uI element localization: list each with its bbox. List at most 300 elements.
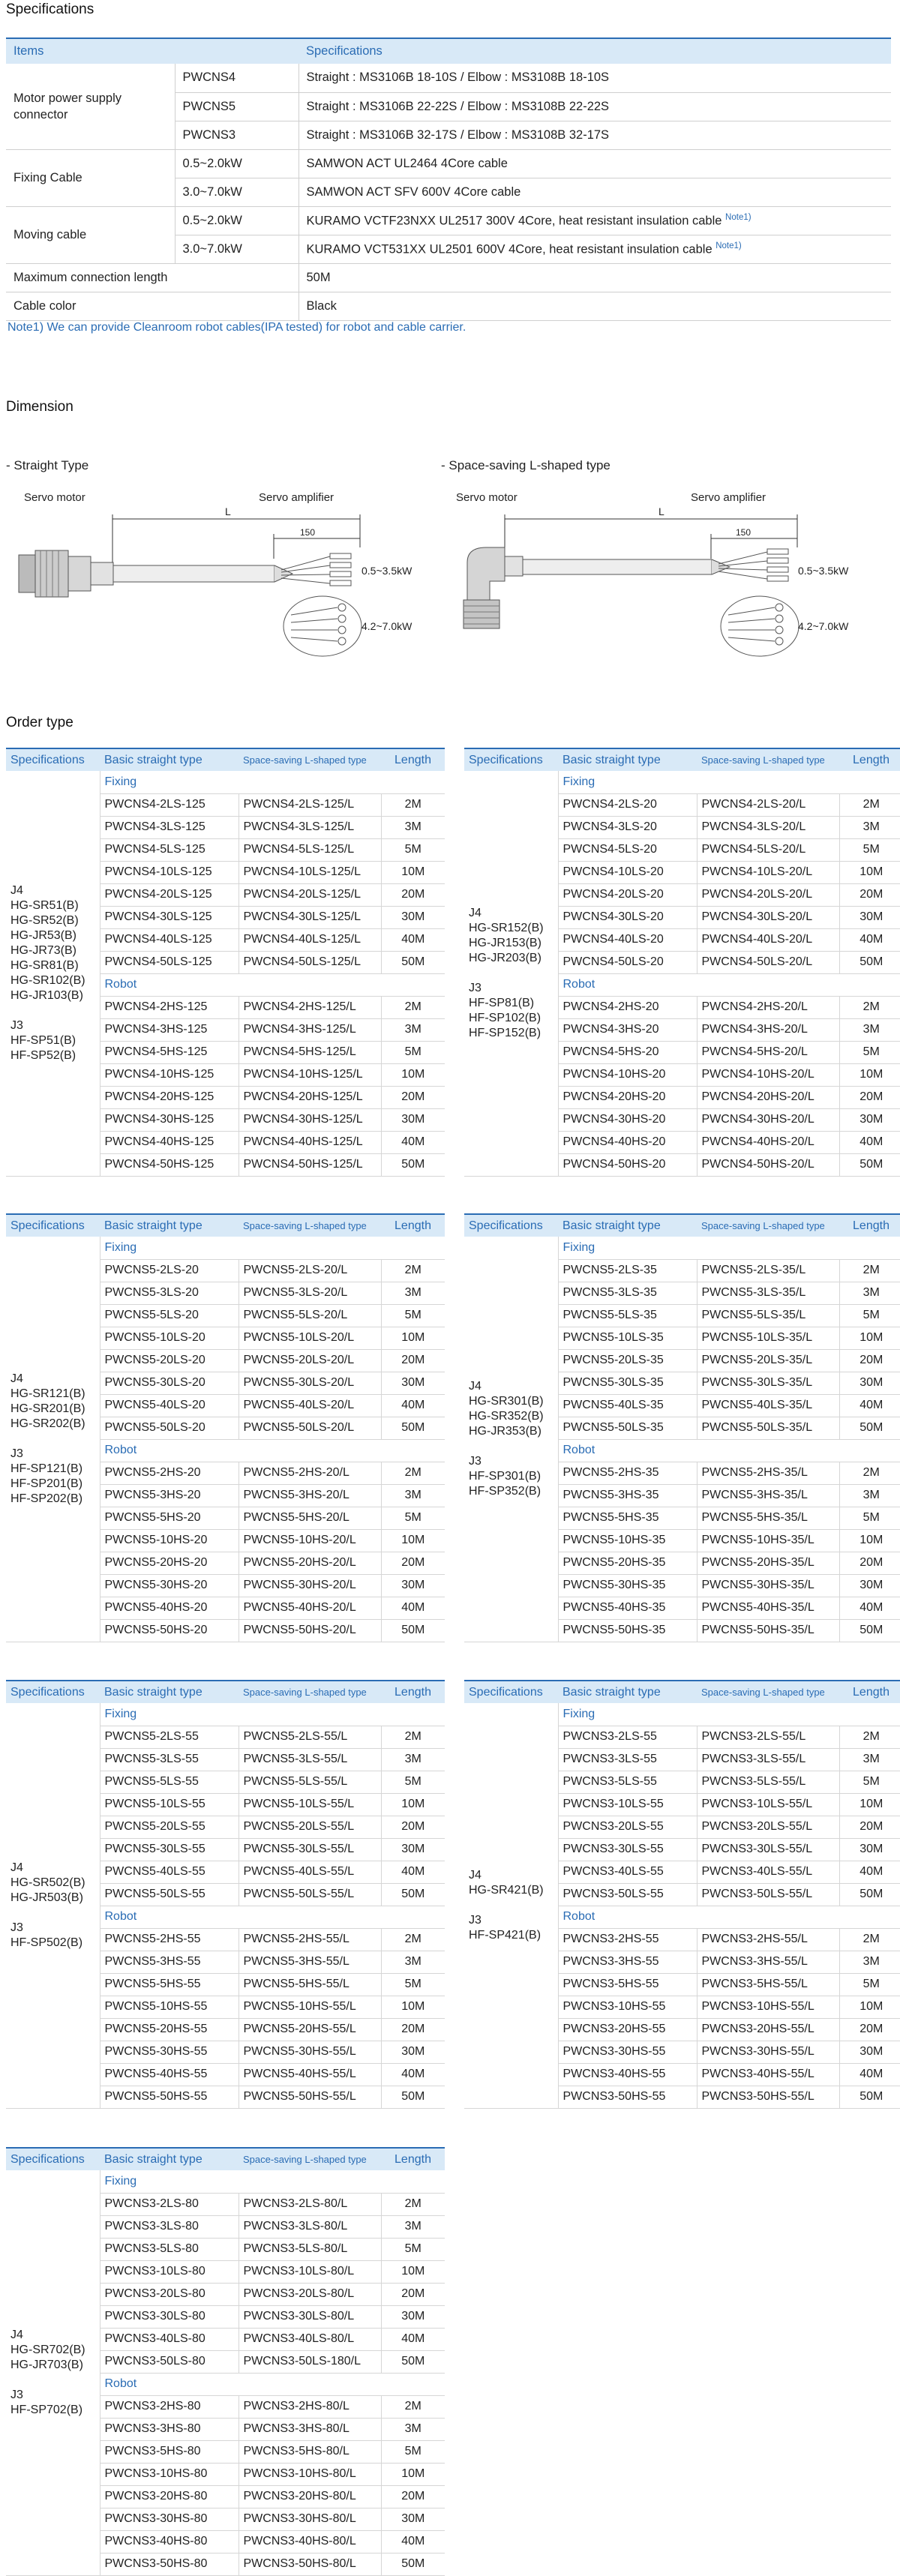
range-low-label: 0.5~3.5kW (798, 565, 849, 577)
lshape-model: PWCNS5-3HS-20/L (238, 1484, 381, 1507)
length-value: 40M (381, 2530, 445, 2553)
lshape-model: PWCNS5-2LS-20/L (238, 1259, 381, 1282)
length-value: 50M (381, 1153, 445, 1176)
order-table (6, 748, 445, 1177)
length-value: 10M (839, 1529, 900, 1552)
basic-straight-model: PWCNS4-10HS-20 (558, 1063, 697, 1086)
lshape-model: PWCNS5-20LS-35/L (697, 1349, 839, 1372)
robot-label: Robot (558, 973, 900, 996)
basic-straight-model: PWCNS5-40LS-55 (100, 1861, 238, 1883)
lshape-model: PWCNS5-2HS-35/L (697, 1462, 839, 1484)
basic-straight-model: PWCNS3-30HS-80 (100, 2508, 238, 2530)
lshape-model: PWCNS5-20LS-20/L (238, 1349, 381, 1372)
length-value: 20M (381, 2018, 445, 2041)
basic-straight-model: PWCNS5-3HS-55 (100, 1951, 238, 1973)
basic-straight-model: PWCNS5-10HS-20 (100, 1529, 238, 1552)
spec-model-line: HG-SR201(B) (10, 1402, 86, 1415)
spec-model-line: HG-SR51(B) (10, 898, 79, 912)
basic-straight-model: PWCNS5-50LS-55 (100, 1883, 238, 1906)
lshape-model: PWCNS5-5LS-55/L (238, 1771, 381, 1793)
spec-model-line: HF-SP202(B) (10, 1492, 83, 1505)
dimension-heading: Dimension (6, 399, 74, 415)
motor-spec: Straight : MS3106B 32-17S / Elbow : MS3108B 32-17S (298, 121, 891, 149)
basic-straight-model: PWCNS4-40LS-125 (100, 928, 238, 951)
basic-straight-model: PWCNS5-40HS-55 (100, 2063, 238, 2086)
lshape-model: PWCNS3-40LS-80/L (238, 2328, 381, 2350)
lshape-model: PWCNS3-3LS-55/L (697, 1748, 839, 1771)
lshape-model: PWCNS5-30HS-35/L (697, 1574, 839, 1597)
spec-model-line: HG-JR203(B) (469, 951, 542, 964)
moving-spec-text: KURAMO VCT531XX UL2501 600V 4Core, heat resistant insulation cable (306, 242, 712, 256)
spec-model-line: HF-SP152(B) (469, 1026, 542, 1039)
basic-straight-model: PWCNS3-5HS-55 (558, 1973, 697, 1996)
basic-straight-model: PWCNS5-2LS-35 (558, 1259, 697, 1282)
col-lshape: Space-saving L-shaped type (238, 1214, 381, 1237)
length-value: 3M (381, 1951, 445, 1973)
spec-model-line: HF-SP502(B) (10, 1936, 83, 1949)
basic-straight-model: PWCNS5-20LS-35 (558, 1349, 697, 1372)
basic-straight-model: PWCNS5-10LS-35 (558, 1327, 697, 1349)
lshape-model: PWCNS5-10LS-35/L (697, 1327, 839, 1349)
col-length: Length (381, 1681, 445, 1703)
length-value: 30M (839, 906, 900, 928)
lshape-model: PWCNS3-50HS-80/L (238, 2553, 381, 2575)
lshape-model: PWCNS5-20HS-55/L (238, 2018, 381, 2041)
max-length-value: 50M (298, 263, 891, 292)
length-value: 2M (381, 2193, 445, 2215)
length-value: 30M (381, 1108, 445, 1131)
spec-model-line: HG-JR503(B) (10, 1891, 83, 1904)
basic-straight-model: PWCNS4-5HS-20 (558, 1041, 697, 1063)
lshape-model: PWCNS4-40HS-125/L (238, 1131, 381, 1153)
lshape-model: PWCNS3-2HS-80/L (238, 2395, 381, 2418)
basic-straight-model: PWCNS5-40HS-20 (100, 1597, 238, 1619)
length-value: 50M (381, 1619, 445, 1642)
basic-straight-model: PWCNS3-40HS-55 (558, 2063, 697, 2086)
basic-straight-model: PWCNS5-5LS-55 (100, 1771, 238, 1793)
length-value: 20M (839, 1816, 900, 1838)
lshape-model: PWCNS4-20HS-125/L (238, 1086, 381, 1108)
basic-straight-model: PWCNS5-3LS-35 (558, 1282, 697, 1304)
length-value: 10M (839, 1063, 900, 1086)
lshape-model: PWCNS3-2HS-55/L (697, 1928, 839, 1951)
basic-straight-model: PWCNS5-10LS-20 (100, 1327, 238, 1349)
spec-models (6, 2170, 100, 2575)
length-value: 40M (381, 1131, 445, 1153)
motor-spec: Straight : MS3106B 18-10S / Elbow : MS3108B 18-10S (298, 64, 891, 92)
basic-straight-model: PWCNS4-30LS-20 (558, 906, 697, 928)
lshape-type-diagram (448, 487, 868, 682)
basic-straight-model: PWCNS4-30HS-125 (100, 1108, 238, 1131)
lshape-model: PWCNS5-50LS-20/L (238, 1417, 381, 1439)
spec-model-line: HG-JR103(B) (10, 988, 83, 1002)
basic-straight-model: PWCNS3-10LS-80 (100, 2260, 238, 2283)
basic-straight-model: PWCNS5-5LS-35 (558, 1304, 697, 1327)
lshape-model: PWCNS4-2LS-125/L (238, 793, 381, 816)
length-value: 2M (381, 1726, 445, 1748)
length-value: 30M (839, 2041, 900, 2063)
lshape-model: PWCNS5-30LS-35/L (697, 1372, 839, 1394)
motor-spec: Straight : MS3106B 22-22S / Elbow : MS3108B 22-22S (298, 92, 891, 121)
basic-straight-model: PWCNS4-3LS-125 (100, 816, 238, 838)
length-value: 10M (381, 1793, 445, 1816)
lshape-model: PWCNS5-3HS-35/L (697, 1484, 839, 1507)
spec-model-line: HG-JR73(B) (10, 943, 77, 957)
robot-label: Robot (100, 1439, 445, 1462)
basic-straight-model: PWCNS4-3LS-20 (558, 816, 697, 838)
basic-straight-model: PWCNS4-3HS-20 (558, 1018, 697, 1041)
length-value: 30M (381, 1838, 445, 1861)
lshape-model: PWCNS5-50LS-55/L (238, 1883, 381, 1906)
length-value: 5M (839, 1973, 900, 1996)
lshape-model: PWCNS4-30HS-20/L (697, 1108, 839, 1131)
basic-straight-model: PWCNS3-5HS-80 (100, 2440, 238, 2463)
lshape-model: PWCNS4-10HS-20/L (697, 1063, 839, 1086)
fixing-group-row (6, 1703, 445, 1726)
basic-straight-model: PWCNS5-2LS-55 (100, 1726, 238, 1748)
servo-amplifier-label: Servo amplifier (259, 491, 334, 504)
spec-model-line: HG-SR81(B) (10, 958, 79, 972)
basic-straight-model: PWCNS5-5LS-20 (100, 1304, 238, 1327)
basic-straight-model: PWCNS3-5LS-80 (100, 2238, 238, 2260)
fixing-label: Fixing (100, 1237, 445, 1259)
col-specifications: Specifications (6, 1214, 100, 1237)
lshape-model: PWCNS3-5HS-80/L (238, 2440, 381, 2463)
lshape-model: PWCNS5-50HS-55/L (238, 2086, 381, 2108)
spec-model-line: HG-SR202(B) (10, 1417, 86, 1430)
length-value: 50M (839, 2086, 900, 2108)
col-basic-straight: Basic straight type (100, 2148, 238, 2170)
spec-model-line: J3 (469, 1913, 482, 1927)
basic-straight-model: PWCNS4-2LS-125 (100, 793, 238, 816)
lshape-model: PWCNS3-3HS-55/L (697, 1951, 839, 1973)
lshape-model: PWCNS3-20LS-80/L (238, 2283, 381, 2305)
col-specifications: Specifications (6, 1681, 100, 1703)
basic-straight-model: PWCNS5-10HS-55 (100, 1996, 238, 2018)
basic-straight-model: PWCNS4-30LS-125 (100, 906, 238, 928)
spec-model-line: J4 (10, 1372, 23, 1385)
length-value: 20M (839, 1349, 900, 1372)
length-value: 50M (839, 1153, 900, 1176)
length-value: 40M (381, 1597, 445, 1619)
basic-straight-model: PWCNS5-30LS-35 (558, 1372, 697, 1394)
basic-straight-model: PWCNS5-3HS-20 (100, 1484, 238, 1507)
basic-straight-model: PWCNS5-3LS-55 (100, 1748, 238, 1771)
basic-straight-model: PWCNS5-40LS-20 (100, 1394, 238, 1417)
basic-straight-model: PWCNS3-50LS-80 (100, 2350, 238, 2373)
fixing-label: Fixing (558, 1237, 900, 1259)
fixing-label: Fixing (100, 771, 445, 793)
length-value: 30M (381, 2508, 445, 2530)
lshape-model: PWCNS3-40HS-55/L (697, 2063, 839, 2086)
lshape-model: PWCNS3-2LS-80/L (238, 2193, 381, 2215)
basic-straight-model: PWCNS3-40LS-80 (100, 2328, 238, 2350)
basic-straight-model: PWCNS5-5HS-20 (100, 1507, 238, 1529)
lshape-model: PWCNS4-10LS-20/L (697, 861, 839, 883)
lshape-model: PWCNS4-30HS-125/L (238, 1108, 381, 1131)
basic-straight-model: PWCNS4-3HS-125 (100, 1018, 238, 1041)
lshape-model: PWCNS5-3LS-35/L (697, 1282, 839, 1304)
basic-straight-model: PWCNS3-2LS-55 (558, 1726, 697, 1748)
length-value: 40M (381, 1861, 445, 1883)
servo-motor-label: Servo motor (456, 491, 518, 504)
basic-straight-model: PWCNS5-3LS-20 (100, 1282, 238, 1304)
basic-straight-model: PWCNS5-50HS-55 (100, 2086, 238, 2108)
fixing-range: 0.5~2.0kW (175, 149, 298, 178)
basic-straight-model: PWCNS3-20LS-55 (558, 1816, 697, 1838)
col-lshape: Space-saving L-shaped type (697, 1681, 839, 1703)
range-high-label: 4.2~7.0kW (362, 620, 412, 632)
lshape-model: PWCNS3-30LS-80/L (238, 2305, 381, 2328)
lshape-model: PWCNS4-50LS-20/L (697, 951, 839, 973)
basic-straight-model: PWCNS4-50HS-20 (558, 1153, 697, 1176)
range-low-label: 0.5~3.5kW (362, 565, 412, 577)
spec-model-line: HF-SP301(B) (469, 1469, 542, 1483)
basic-straight-model: PWCNS3-20HS-80 (100, 2485, 238, 2508)
col-specifications: Specifications (464, 1681, 558, 1703)
lshape-model: PWCNS4-10LS-125/L (238, 861, 381, 883)
moving-cable-label: Moving cable (6, 206, 175, 263)
lshape-model: PWCNS5-40HS-55/L (238, 2063, 381, 2086)
length-value: 40M (839, 1394, 900, 1417)
spec-models (6, 1237, 100, 1642)
basic-straight-model: PWCNS5-40HS-35 (558, 1597, 697, 1619)
basic-straight-model: PWCNS3-5LS-55 (558, 1771, 697, 1793)
cable-color-value: Black (298, 292, 891, 320)
length-value: 40M (839, 1131, 900, 1153)
length-value: 50M (381, 2086, 445, 2108)
length-value: 30M (839, 1574, 900, 1597)
length-value: 10M (381, 1063, 445, 1086)
length-value: 10M (381, 2463, 445, 2485)
fixing-label: Fixing (558, 1703, 900, 1726)
basic-straight-model: PWCNS4-5HS-125 (100, 1041, 238, 1063)
length-value: 5M (381, 2440, 445, 2463)
specifications-heading: Specifications (6, 1, 94, 17)
length-value: 20M (381, 1552, 445, 1574)
lshape-model: PWCNS3-40HS-80/L (238, 2530, 381, 2553)
order-table (464, 748, 900, 1177)
basic-straight-model: PWCNS5-5HS-55 (100, 1973, 238, 1996)
fixing-label: Fixing (558, 771, 900, 793)
length-value: 30M (381, 1372, 445, 1394)
lshape-model: PWCNS5-20HS-20/L (238, 1552, 381, 1574)
lshape-model: PWCNS4-30LS-20/L (697, 906, 839, 928)
length-value: 10M (381, 1996, 445, 2018)
spec-model-line: HF-SP352(B) (469, 1484, 542, 1498)
basic-straight-model: PWCNS5-40LS-35 (558, 1394, 697, 1417)
lshape-model: PWCNS4-3HS-20/L (697, 1018, 839, 1041)
spec-model-line: J3 (10, 2388, 23, 2401)
spec-model-line: HG-SR152(B) (469, 921, 544, 934)
length-value: 5M (381, 838, 445, 861)
basic-straight-model: PWCNS4-40HS-125 (100, 1131, 238, 1153)
col-specifications: Specifications (464, 748, 558, 771)
robot-label: Robot (558, 1439, 900, 1462)
spec-model-line: J4 (10, 1861, 23, 1874)
lshape-model: PWCNS4-3LS-20/L (697, 816, 839, 838)
lshape-model: PWCNS5-2HS-55/L (238, 1928, 381, 1951)
col-length: Length (381, 2148, 445, 2170)
moving-spec (298, 206, 891, 235)
lshape-model: PWCNS4-5LS-125/L (238, 838, 381, 861)
order-table (464, 1680, 900, 2109)
basic-straight-model: PWCNS4-40LS-20 (558, 928, 697, 951)
order-table (6, 1680, 445, 2109)
basic-straight-model: PWCNS3-30LS-80 (100, 2305, 238, 2328)
spec-spacer (10, 1906, 95, 1921)
lshape-model: PWCNS4-30LS-125/L (238, 906, 381, 928)
spec-spacer (10, 2373, 95, 2388)
col-lshape: Space-saving L-shaped type (697, 748, 839, 771)
fixing-group-row (6, 2170, 445, 2193)
length-value: 10M (839, 1327, 900, 1349)
col-length: Length (381, 1214, 445, 1237)
lshape-model: PWCNS3-20HS-80/L (238, 2485, 381, 2508)
servo-motor-label: Servo motor (24, 491, 86, 504)
lshape-model: PWCNS3-10LS-55/L (697, 1793, 839, 1816)
motor-model: PWCNS3 (175, 121, 298, 149)
basic-straight-model: PWCNS5-20HS-55 (100, 2018, 238, 2041)
length-value: 40M (381, 2063, 445, 2086)
length-value: 20M (839, 1552, 900, 1574)
basic-straight-model: PWCNS3-2LS-80 (100, 2193, 238, 2215)
lshape-model: PWCNS3-5LS-80/L (238, 2238, 381, 2260)
spec-model-line: HG-SR702(B) (10, 2343, 86, 2356)
max-length-label: Maximum connection length (6, 263, 298, 292)
basic-straight-model: PWCNS5-20LS-55 (100, 1816, 238, 1838)
dimension-150-label: 150 (300, 527, 316, 538)
basic-straight-model: PWCNS4-20HS-125 (100, 1086, 238, 1108)
lshape-model: PWCNS4-40LS-20/L (697, 928, 839, 951)
lshape-model: PWCNS3-10HS-80/L (238, 2463, 381, 2485)
length-value: 40M (381, 928, 445, 951)
length-value: 30M (381, 1574, 445, 1597)
specs-header: Specifications (298, 38, 891, 64)
lshape-model: PWCNS5-10LS-20/L (238, 1327, 381, 1349)
spec-model-line: HG-JR353(B) (469, 1424, 542, 1438)
col-length: Length (381, 748, 445, 771)
robot-label: Robot (100, 973, 445, 996)
length-value: 50M (839, 1417, 900, 1439)
lshape-model: PWCNS3-2LS-55/L (697, 1726, 839, 1748)
basic-straight-model: PWCNS4-10LS-125 (100, 861, 238, 883)
lshape-model: PWCNS3-50LS-180/L (238, 2350, 381, 2373)
spec-spacer (469, 1439, 554, 1454)
col-lshape: Space-saving L-shaped type (238, 748, 381, 771)
basic-straight-model: PWCNS3-10HS-80 (100, 2463, 238, 2485)
length-value: 3M (381, 1282, 445, 1304)
length-value: 50M (381, 2350, 445, 2373)
basic-straight-model: PWCNS3-3HS-55 (558, 1951, 697, 1973)
lshape-model: PWCNS5-50HS-35/L (697, 1619, 839, 1642)
lshape-model: PWCNS5-40LS-35/L (697, 1394, 839, 1417)
lshape-model: PWCNS4-5HS-125/L (238, 1041, 381, 1063)
lshape-model: PWCNS4-5LS-20/L (697, 838, 839, 861)
lshape-model: PWCNS5-5HS-35/L (697, 1507, 839, 1529)
moving-range: 0.5~2.0kW (175, 206, 298, 235)
spec-model-line: HF-SP81(B) (469, 996, 535, 1009)
length-value: 40M (381, 2328, 445, 2350)
length-value: 3M (381, 2215, 445, 2238)
spec-model-line: J4 (469, 1379, 482, 1393)
spec-model-line: HG-JR153(B) (469, 936, 542, 949)
basic-straight-model: PWCNS5-30HS-35 (558, 1574, 697, 1597)
col-basic-straight: Basic straight type (100, 1681, 238, 1703)
spec-model-line: J4 (10, 2328, 23, 2341)
lshape-model: PWCNS5-5LS-20/L (238, 1304, 381, 1327)
length-value: 50M (381, 1883, 445, 1906)
basic-straight-model: PWCNS3-2HS-55 (558, 1928, 697, 1951)
robot-label: Robot (100, 2373, 445, 2395)
length-value: 10M (839, 861, 900, 883)
col-specifications: Specifications (6, 748, 100, 771)
fixing-spec: SAMWON ACT SFV 600V 4Core cable (298, 178, 891, 206)
spec-model-line: J4 (469, 1868, 482, 1882)
fixing-group-row (464, 1237, 900, 1259)
lshape-model: PWCNS4-5HS-20/L (697, 1041, 839, 1063)
length-value: 2M (381, 1462, 445, 1484)
spec-model-line: J4 (10, 883, 23, 897)
spec-model-line: HG-SR301(B) (469, 1394, 544, 1408)
spec-spacer (10, 1432, 95, 1447)
lshape-model: PWCNS3-30LS-55/L (697, 1838, 839, 1861)
basic-straight-model: PWCNS4-2HS-125 (100, 996, 238, 1018)
spec-model-line: J4 (469, 906, 482, 919)
lshape-model: PWCNS5-10LS-55/L (238, 1793, 381, 1816)
col-length: Length (839, 748, 900, 771)
length-value: 30M (839, 1372, 900, 1394)
basic-straight-model: PWCNS3-2HS-80 (100, 2395, 238, 2418)
basic-straight-model: PWCNS3-50HS-55 (558, 2086, 697, 2108)
lshape-model: PWCNS3-20LS-55/L (697, 1816, 839, 1838)
lshape-model: PWCNS3-10HS-55/L (697, 1996, 839, 2018)
lshape-model: PWCNS4-10HS-125/L (238, 1063, 381, 1086)
spec-model-line: HF-SP52(B) (10, 1048, 76, 1062)
lshape-model: PWCNS5-30HS-55/L (238, 2041, 381, 2063)
lshape-model: PWCNS5-50HS-20/L (238, 1619, 381, 1642)
length-value: 30M (381, 2305, 445, 2328)
robot-label: Robot (100, 1906, 445, 1928)
spec-models (464, 1703, 558, 2108)
spec-models (6, 1703, 100, 2108)
spec-models (464, 771, 558, 1176)
length-value: 50M (839, 951, 900, 973)
basic-straight-model: PWCNS3-10LS-55 (558, 1793, 697, 1816)
basic-straight-model: PWCNS5-2HS-35 (558, 1462, 697, 1484)
col-basic-straight: Basic straight type (558, 748, 697, 771)
lshape-model: PWCNS3-5HS-55/L (697, 1973, 839, 1996)
basic-straight-model: PWCNS5-10LS-55 (100, 1793, 238, 1816)
length-value: 20M (839, 2018, 900, 2041)
length-value: 40M (839, 1597, 900, 1619)
basic-straight-model: PWCNS4-5LS-20 (558, 838, 697, 861)
basic-straight-model: PWCNS3-3HS-80 (100, 2418, 238, 2440)
length-value: 3M (381, 1018, 445, 1041)
fixing-cable-label: Fixing Cable (6, 149, 175, 206)
length-value: 2M (839, 1928, 900, 1951)
basic-straight-model: PWCNS5-2LS-20 (100, 1259, 238, 1282)
col-basic-straight: Basic straight type (100, 1214, 238, 1237)
length-value: 50M (839, 1883, 900, 1906)
col-specifications: Specifications (6, 2148, 100, 2170)
fixing-label: Fixing (100, 2170, 445, 2193)
lshape-model: PWCNS5-40LS-55/L (238, 1861, 381, 1883)
lshape-model: PWCNS4-40HS-20/L (697, 1131, 839, 1153)
fixing-label: Fixing (100, 1703, 445, 1726)
lshape-model: PWCNS5-20HS-35/L (697, 1552, 839, 1574)
length-value: 20M (381, 2283, 445, 2305)
